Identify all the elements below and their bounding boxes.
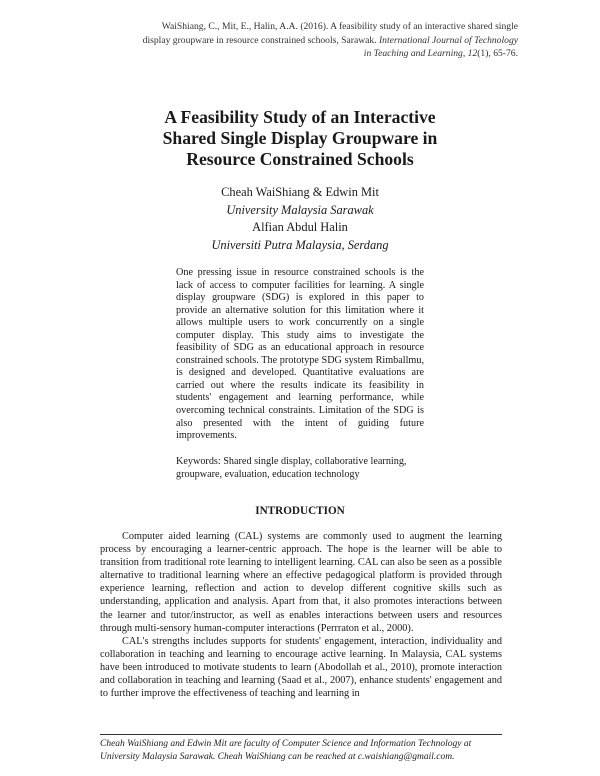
affiliation-2: Universiti Putra Malaysia, Serdang (211, 237, 389, 252)
author-names-2: Alfian Abdul Halin (252, 220, 348, 234)
introduction-body (100, 530, 502, 700)
title-line-1: A Feasibility Study of an Interactive (164, 107, 436, 127)
citation-volume: , 12 (462, 48, 478, 60)
title-line-2: Shared Single Display Groupware in (162, 128, 438, 148)
title-line-3: Resource Constrained Schools (186, 149, 414, 169)
author-names-1: Cheah WaiShiang & Edwin Mit (221, 185, 379, 199)
section-heading-introduction: INTRODUCTION (255, 505, 345, 517)
abstract: One pressing issue in resource constrained schools is the lack of access to computer facilities for learning. A single display groupware (SDG) is explored in this paper to provide an alternative solution for this limitation where it allows multiple users to work concurrently on a single computer display. This study aims to investigate the feasibility of SDG as an educational approach in resource constrained schools. The prototype SDG system Rimballmu, is designed and developed. Quantitative evaluations are carried out where the results indicate its feasibility in students' engagement and learning performance, while overcoming technical constraints. Limitation of the SDG is also presented with the intent of guiding future improvements. (176, 267, 424, 442)
paper-title (100, 107, 500, 170)
citation-journal: International Journal of Technology (378, 34, 518, 46)
citation-issue: (1), 65-76. (477, 48, 518, 60)
citation-line-2: display groupware in resource constrained schools, Sarawak. (142, 34, 379, 46)
keywords: Keywords: Shared single display, collaborative learning, groupware, evaluation, education technology (176, 456, 407, 480)
author-block (150, 184, 450, 254)
citation-header (78, 20, 518, 61)
body-paragraph: Computer aided learning (CAL) systems are commonly used to augment the learning process by encouraging a learner-centric approach. The hope is the learner will be able to transition from traditional rote learning to intelligent learning. CAL can also be seen as a possible alternative to traditional learning where an effective pedagogical platform is provided through experience learning, reflection and action to develop different cognitive skills such as understanding, application and analysis. Apart from that, it also promotes interactions between the learner and tutor/instructor, as well as enables interactions between users and resources through multi-sensory human-computer interactions (Perrraton et al., 2000). (100, 531, 502, 634)
citation-line-1: WaiShiang, C., Mit, E., Halin, A.A. (2016). A feasibility study of an interactive shared single (161, 21, 518, 32)
body-paragraph: CAL's strengths includes supports for students' engagement, interaction, individuality and collaboration in teaching and learning to encourage active learning. In Malaysia, CAL systems have been introduced to motivate students to learn (Abodollah et al., 2010), promote interaction and collaboration in teaching and learning (Saad et al., 2007), enhance students' engagement and to further improve the effectiveness of teaching and learning in (100, 635, 502, 700)
footnote: Cheah WaiShiang and Edwin Mit are faculty of Computer Science and Information Technology at University Malaysia Sarawak. Cheah WaiShiang can be reached at c.waishiang@gmail.com. (100, 739, 472, 762)
footnote-divider (100, 734, 502, 735)
citation-journal-cont: in Teaching and Learning (363, 48, 463, 60)
affiliation-1: University Malaysia Sarawak (226, 202, 374, 217)
